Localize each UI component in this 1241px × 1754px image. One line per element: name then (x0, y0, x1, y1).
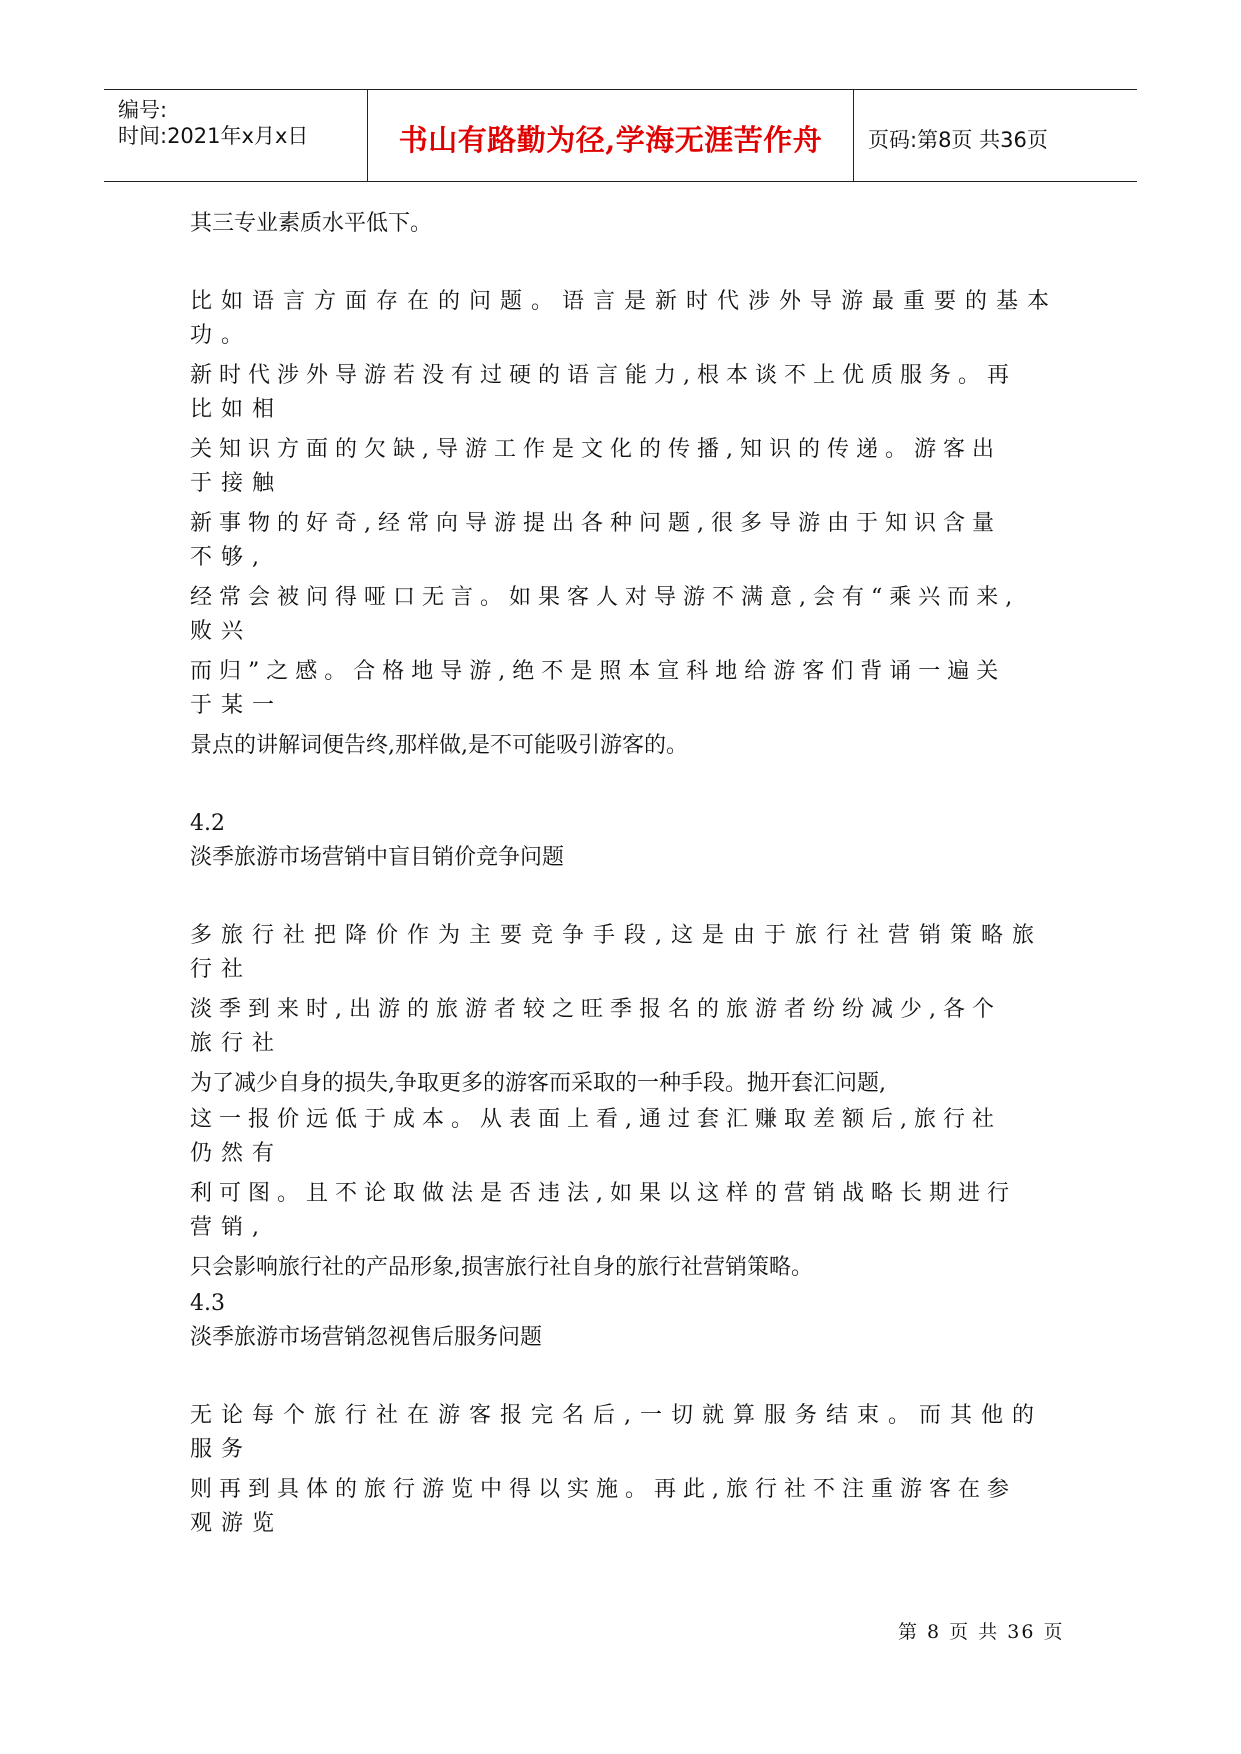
paragraph-line: 新事物的好奇,经常向导游提出各种问题,很多导游由于知识含量 (190, 511, 1001, 536)
paragraph-line: 则再到具体的旅行游览中得以实施。再此,旅行社不注重游客在参 (190, 1477, 1016, 1502)
paragraph-line: 多旅行社把降价作为主要竞争手段,这是由于旅行社营销策略旅 (190, 923, 1043, 948)
paragraph-line: 新时代涉外导游若没有过硬的语言能力,根本谈不上优质服务。再 (190, 363, 1016, 388)
paragraph-line: 其三专业素质水平低下。 (190, 211, 433, 236)
paragraph-line: 仍然有 (190, 1141, 284, 1166)
paragraph-line: 败兴 (190, 619, 253, 644)
section-number: 4.3 (190, 1291, 225, 1316)
paragraph-line: 功。 (190, 323, 253, 348)
header-middle-cell (368, 90, 854, 181)
page-footer: 第 8 页 共 36 页 (898, 1621, 1065, 1643)
page-info: 页码:第8页 共36页 (868, 128, 1048, 152)
paragraph-line: 而归”之感。合格地导游,绝不是照本宣科地给游客们背诵一遍关 (190, 659, 1006, 684)
paragraph-line: 关知识方面的欠缺,导游工作是文化的传播,知识的传递。游客出 (190, 437, 1001, 462)
header-left-cell (104, 90, 368, 181)
paragraph-line: 比如相 (190, 397, 284, 422)
paragraph-line: 观游览 (190, 1511, 284, 1536)
paragraph-line: 为了减少自身的损失,争取更多的游客而采取的一种手段。抛开套汇问题, (190, 1071, 886, 1096)
paragraph-line: 服务 (190, 1437, 253, 1462)
doc-number-label: 编号: (118, 98, 168, 122)
paragraph-line: 不够, (190, 545, 268, 570)
paragraph-line: 无论每个旅行社在游客报完名后,一切就算服务结束。而其他的 (190, 1403, 1043, 1428)
page-header (104, 89, 1137, 182)
motto-text: 书山有路勤为径,学海无涯苦作舟 (398, 123, 823, 157)
paragraph-line: 景点的讲解词便告终,那样做,是不可能吸引游客的。 (190, 733, 688, 758)
paragraph-line: 营销, (190, 1215, 268, 1240)
paragraph-line: 行社 (190, 957, 253, 982)
paragraph-line: 只会影响旅行社的产品形象,损害旅行社自身的旅行社营销策略。 (190, 1255, 813, 1280)
paragraph-line: 于某一 (190, 693, 284, 718)
section-number: 4.2 (190, 811, 225, 836)
paragraph-line: 这一报价远低于成本。从表面上看,通过套汇赚取差额后,旅行社 (190, 1107, 1001, 1132)
paragraph-line: 比如语言方面存在的问题。语言是新时代涉外导游最重要的基本 (190, 289, 1059, 314)
paragraph-line: 经常会被问得哑口无言。如果客人对导游不满意,会有“乘兴而来, (190, 585, 1020, 610)
paragraph-line: 于接触 (190, 471, 284, 496)
paragraph-line: 旅行社 (190, 1031, 284, 1056)
section-title: 淡季旅游市场营销忽视售后服务问题 (190, 1325, 543, 1350)
paragraph-line: 利可图。且不论取做法是否违法,如果以这样的营销战略长期进行 (190, 1181, 1016, 1206)
time-label: 时间:2021年x月x日 (118, 124, 309, 148)
header-right-cell (854, 90, 1137, 181)
section-title: 淡季旅游市场营销中盲目销价竞争问题 (190, 845, 565, 870)
paragraph-line: 淡季到来时,出游的旅游者较之旺季报名的旅游者纷纷减少,各个 (190, 997, 1001, 1022)
